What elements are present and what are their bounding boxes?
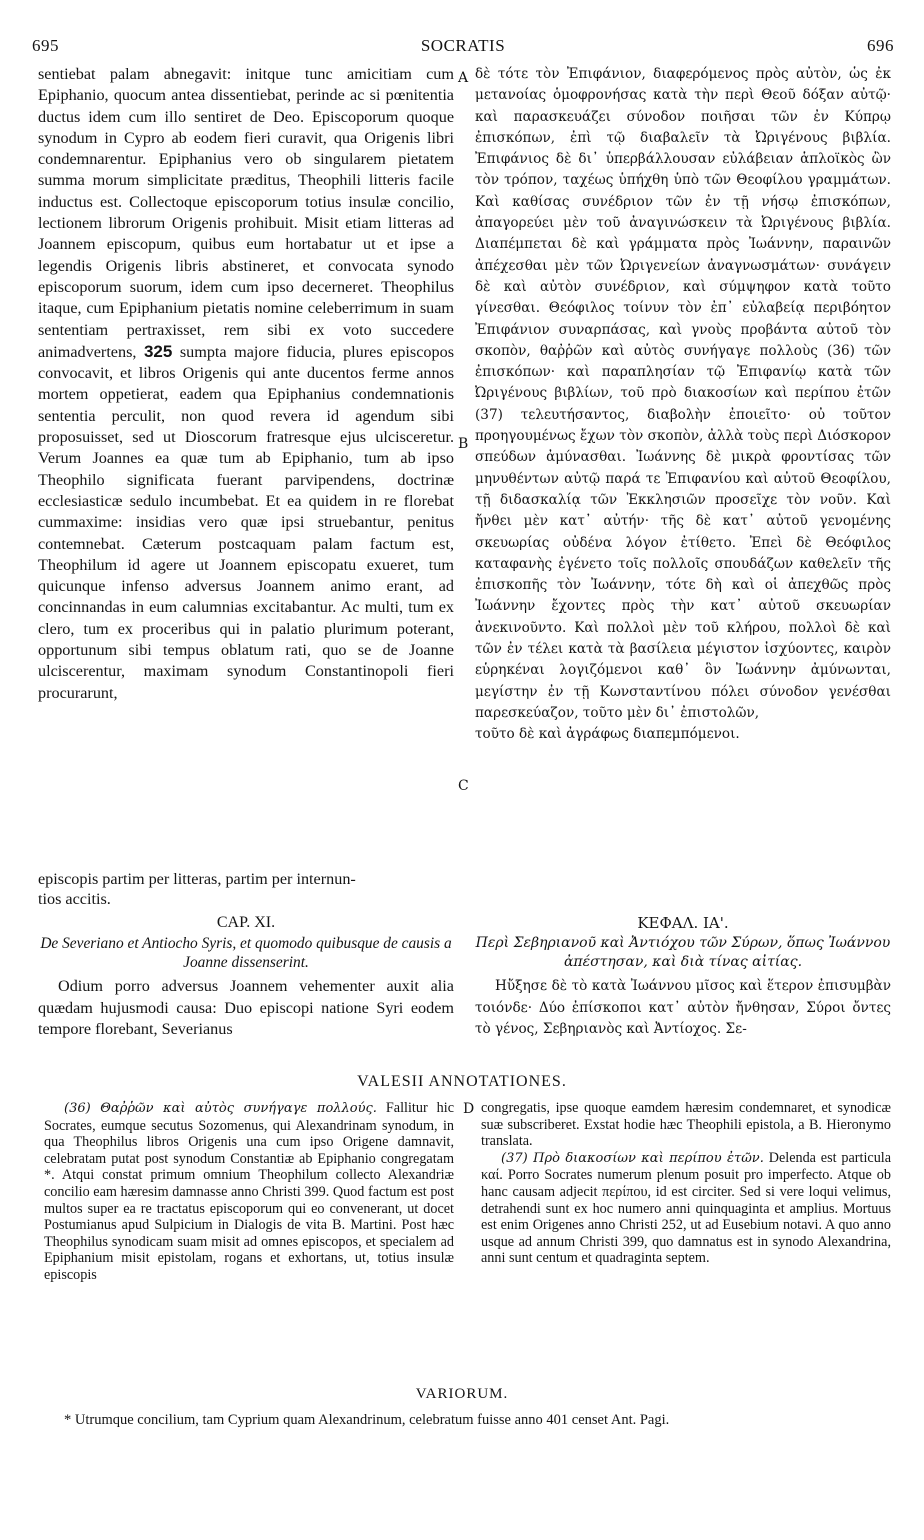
annotations-heading: VALESII ANNOTATIONES. — [357, 1073, 567, 1090]
greek-chapter-text: Ηὔξησε δὲ τὸ κατὰ Ἰωάννου μῖσος καὶ ἕτερον ἐπισυμβὰν τοιόνδε· Δύο ἐπίσκοποι κατ᾽ αὐτὸν ἤνθησαν, Σύροι ὄντες τὸ γένος, Σεβηριανὸς καὶ Ἀντίοχος. Σε- — [475, 978, 891, 1038]
variorum-footnote: * Utrumque concilium, tam Cyprium quam Alexandrinum, celebratum fuisse anno 401 censet Ant. Pagi. — [64, 1412, 670, 1428]
latin-chapter-subtitle: De Severiano et Antiocho Syris, et quomodo quibusque de causis a Joanne dissenserint. — [40, 935, 452, 971]
latin-text-part-1: sentiebat palam abnegavit: initque tunc amicitiam cum Epiphanio, quocum antea dissentiebat, perinde ac si pœnitentia ductus idem cum illo sentiret de Deo. Episcoporum quoque synodum in Cypro ab eodem fieri curavit, qua Origenis libri condemnarentur. Epiphanius vero ob singularem pietatem summa morum simplicitate præditus, Theophili litteris facile inductus est. Collectoque episcoporum totius insulæ concilio, lectionem librorum Origenis prohibuit. Misit etiam litteras ad Joannem episcopum, quibus eum hortabatur ut et ipse a legendis Origenis libris abstineret, et convocata synodo episcoporum suorum, idem cum ipso decerneret. Theophilus itaque, cum Epiphanium pietatis nomine celeberrimum in suam sententiam pertraxisset, rem sibi ex voto succedere animadvertens, — [38, 65, 454, 361]
page-header — [32, 36, 894, 58]
margin-letter-b: B — [458, 436, 469, 452]
latin-column — [38, 64, 454, 704]
greek-last-line: τοῦτο δὲ καὶ ἀγράφως διαπεμπόμενοι. — [475, 726, 740, 743]
note-36-lemma: (36) Θαῤῥῶν καὶ αὐτὸς συνήγαγε πολλούς. — [64, 1101, 377, 1116]
continuation-line: tios accitis. — [38, 890, 111, 908]
latin-chapter-text: Odium porro adversus Joannem vehementer auxit alia quædam hujusmodi causa: Duo episcopi natione Syri eodem tempore florebant, Severianus — [38, 977, 454, 1039]
page-number-right: 696 — [867, 36, 894, 55]
margin-letter-a: A — [458, 70, 469, 86]
variorum-heading: VARIORUM. — [415, 1386, 509, 1402]
greek-chapter-subtitle: Περὶ Σεβηριανοῦ καὶ Ἀντιόχου τῶν Σύρων, ὅπως Ἰωάννου ἀπέστησαν, καὶ διὰ τίνας αἰτίας. — [475, 935, 891, 970]
note-37-text: Delenda est particula καί. Porro Socrates numerum plenum posuit pro imperfecto. Atque ob hanc causam adjecit περίπου, id est circiter. Sed si vere loqui velimus, detrahendi sunt ex hoc numero anni quinquaginta et amplius. Mortuus est enim Origenes anno Christi 252, ut ad Eusebium notavi. A quo anno usque ad annum Christi 399, quo damnatus est in synodo Alexandrina, anni sunt centum et quadraginta septem. — [481, 1149, 892, 1267]
latin-chapter-title: CAP. XI. — [216, 914, 276, 931]
annotations-left-column — [44, 1100, 454, 1284]
greek-chapter-title: ΚΕΦΑΛ. ΙΑ'. — [637, 914, 729, 932]
page-marker: 325 — [143, 341, 173, 361]
running-title: SOCRATIS — [420, 36, 506, 55]
note-37 — [481, 1150, 891, 1267]
note-37-lemma: (37) Πρὸ διακοσίων καὶ περίπου ἐτῶν. — [501, 1150, 764, 1166]
spanning-line: episcopis partim per litteras, partim per internun- — [38, 870, 356, 888]
greek-paragraph: δὲ τότε τὸν Ἐπιφάνιον, διαφερόμενος πρὸς αὐτὸν, ὡς ἐκ μετανοίας ὁμοφρονήσας κατὰ τὴν περὶ Θεοῦ δόξαν αὐτῷ· καὶ παρασκευάζει σύνοδον ποιῆσαι τῶν ἐν Κύπρῳ ἐπισκόπων, ἐπὶ τῷ διαβαλεῖν τὰ Ὠριγένους βιβλία. Ἐπιφάνιος δὲ δι᾽ ὑπερβάλλουσαν εὐλάβειαν ἁπλοϊκὸς ὢν τὸν τρόπον, ταχέως ὑπήχθη ὑπὸ τῶν Θεοφίλου γραμμάτων. Καὶ καθίσας συνέδριον τῶν ἐν τῇ νήσῳ ἐπισκόπων, ἀπαγορεύει μὲν τοῦ ἀναγινώσκειν τὰ Ὠριγένους βιβλία. Διαπέμπεται δὲ καὶ γράμματα πρὸς Ἰωάννην, παραινῶν ἀπέχεσθαι μὲν τῶν Ὠριγενείων ἀναγνωσμάτων· συνάγειν δὲ καὶ αὐτὸν συνέδριον, καὶ σύμψηφον κατὰ τοῦτο γίνεσθαι. Θεόφιλος τοίνυν τὸν ἐπ᾽ εὐλαβείᾳ περιβόητον Ἐπιφάνιον συναρπάσας, καὶ γνοὺς προβάντα αὐτοῦ τὸν σκοπὸν, θαῤῥῶν καὶ αὐτὸς συνήγαγε πολλοὺς (36) τῶν ἐπισκόπων· καὶ παραπλησίαν τῷ Ἐπιφανίῳ κατὰ τῶν Ὠριγένους βιβλίων, τοῦ πρὸ διακοσίων καὶ περίπου ἐτῶν (37) τελευτήσαντος, διαβολὴν ἐποιεῖτο· οὐ τοῦτον προηγουμένως ἔχων τὸν σκοπὸν, ἀλλὰ τοὺς περὶ Διόσκορον σπεύδων ἀμύνασθαι. Ἰωάννης δὲ μικρὰ φροντίσας τῶν μηνυθέντων αὐτῷ παρά τε Ἐπιφανίου καὶ αὐτοῦ Θεοφίλου, τῇ διδασκαλίᾳ τῶν Ἐκκλησιῶν προσεῖχε τὸν νοῦν. Καὶ ἤνθει μὲν κατ᾽ αὐτήν· τῆς δὲ κατ᾽ αὐτοῦ γενομένης σκευωρίας οὐδένα λόγον ἐτίθετο. Ἐπεὶ δὲ Θεόφιλος καταφανὴς ἐγένετο τοῖς πολλοῖς σπουδάζων καθελεῖν τῆς ἐπισκοπῆς τὸν Ἰωάννην, τότε δὴ καὶ οἱ ἀπεχθῶς πρὸς Ἰωάννην ἔχοντες πρὸς τὴν κατ᾽ αὐτοῦ σκευωρίαν ἀνεκινοῦντο. Καὶ πολλοὶ μὲν τοῦ κλήρου, πολλοὶ δὲ καὶ τῶν ἐν τέλει κατὰ τὰ βασίλεια μέγιστον ἰσχύοντες, καιρὸν εὑρηκέναι λογιζόμενοι καθ᾽ ὃν Ἰωάννην ἀμύνωνται, μεγίστην ἐν τῇ Κωνσταντίνου πόλει σύνοδον γενέσθαι παρεσκεύαζον, τοῦτο μὲν δι᾽ ἐπιστολῶν, — [475, 66, 891, 721]
margin-letter-d: D — [463, 1101, 475, 1117]
latin-text-part-2: sumpta majore fiducia, plures episcopos convocavit, et libros Origenis qui ante ducentos ferme annos mortem oppetierat, eadem qua Epiphanius condemnationis sententia perculit, non quod revera id agendum sibi proposuisset, sed ut Dioscorum fratresque ejus ulcisceretur. Verum Joannes ea quæ tum ab Epiphanio, tum ab ipso Theophilo significata fuerant parvipendens, doctrinæ ecclesiasticæ sedulo incumbebat. Et ea quidem in re florebat cummaxime: insidias vero quæ ipsi struebantur, penitus contemnebat. Cæterum postcaquam palam factum est, Theophilum id agere ut Joannem episcopatu exueret, tum quicunque infenso adversus Joannem animo erant, ad concinnandas in eum calumnias excitabantur. Ac multi, tum ex clero, tum ex proceribus qui in palatio plurimum poterant, opportunum sibi tempus oblatum rati, quo se de Joanne ulciscerentur, maximam synodum Constantinopoli fieri procurarunt, — [38, 342, 454, 702]
note-36-continued: congregatis, ipse quoque eamdem hæresim condemnaret, et synodicæ suæ subscriberet. Exstat hodie hæc Theophili epistola, a B. Hieronymo translata. — [481, 1100, 891, 1150]
annotations-right-column — [481, 1100, 891, 1267]
page-number-left: 695 — [32, 36, 59, 55]
note-36-text: Fallitur hic Socrates, eumque secutus Sozomenus, qui Alexandrinam synodum, in qua Theophilus libros Origenis una cum ipso Origene damnavit, celebratam putat post synodum Constantiæ ab Epiphanio congregatam *. Atqui constat primum omnium Theophilum collecto Alexandriæ concilio eam hæresim damnasse anno Christi 399. Quod factum est post multos super ea re tractatus episcoporum qui eo convenerant, ut docet Postumianus apud Sulpicium in Dialogis de vita B. Martini. Post hæc Theophilus synodicam suam misit ad omnes episcopos, et specialem ad Epiphanium misit epistolam, rogans et exhortans, ut, totius insulæ episcopis — [44, 1100, 455, 1283]
greek-column — [475, 64, 891, 746]
latin-paragraph — [38, 64, 454, 704]
note-36 — [44, 1100, 454, 1284]
margin-letter-c: C — [458, 778, 469, 794]
